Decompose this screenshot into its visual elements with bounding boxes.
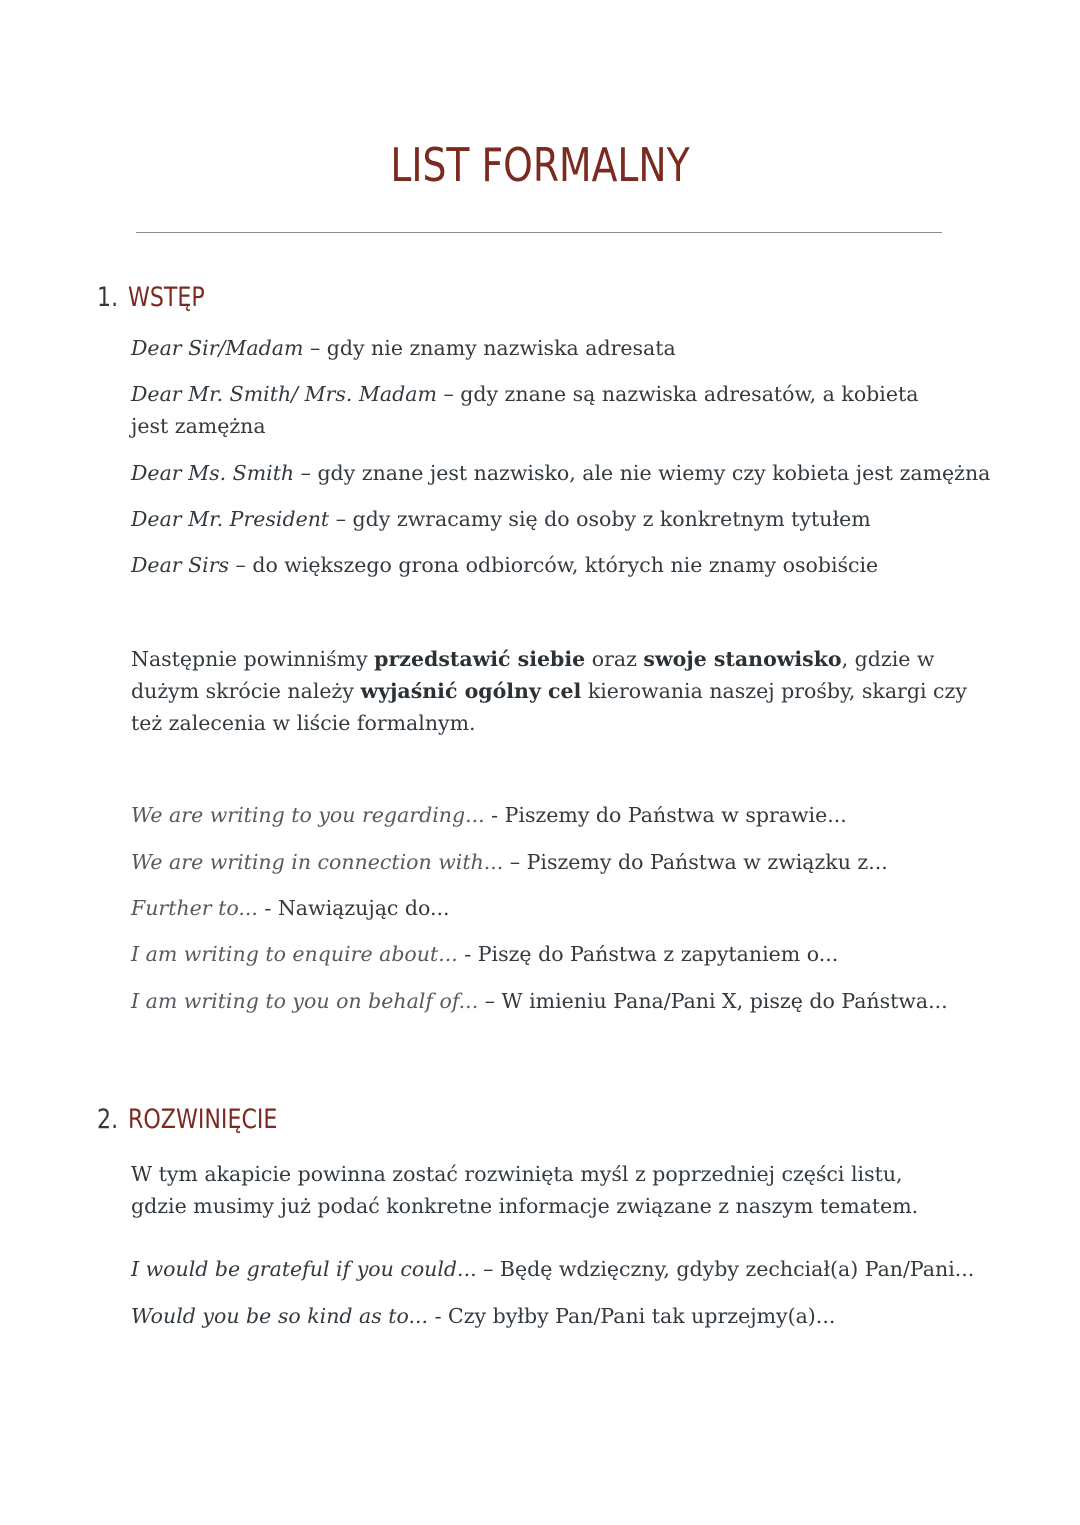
section-title: WSTĘP bbox=[127, 282, 205, 313]
phrase-item bbox=[131, 985, 948, 1017]
phrase-item bbox=[131, 892, 450, 924]
polish-translation: Nawiązując do... bbox=[277, 896, 450, 920]
separator: – bbox=[478, 989, 502, 1013]
greeting-description: gdy zwracamy się do osoby z konkretnym tytułem bbox=[352, 507, 871, 531]
separator: - bbox=[457, 942, 478, 966]
polish-translation: Piszemy do Państwa w związku z... bbox=[526, 850, 888, 874]
page-title: LIST FORMALNY bbox=[390, 138, 690, 192]
english-phrase: I am writing to you on behalf of... bbox=[131, 989, 479, 1013]
separator: – bbox=[303, 336, 327, 360]
english-phrase: I am writing to enquire about... bbox=[131, 942, 458, 966]
phrase-item bbox=[131, 799, 847, 831]
greeting-phrase: Dear Mr. President bbox=[131, 507, 330, 531]
greeting-item bbox=[131, 549, 878, 581]
greeting-description: gdy znane są nazwiska adresatów, a kobieta jest zamężna bbox=[131, 382, 919, 438]
english-phrase: Would you be so kind as to... bbox=[131, 1304, 429, 1328]
section-heading-wstep bbox=[97, 282, 205, 313]
separator: - bbox=[428, 1304, 449, 1328]
greeting-item bbox=[131, 332, 676, 364]
greeting-description: gdy nie znamy nazwiska adresata bbox=[326, 336, 676, 360]
section-number: 1. bbox=[97, 282, 119, 313]
polish-translation: Będę wdzięczny, gdyby zechciał(a) Pan/Pani... bbox=[499, 1257, 975, 1281]
greeting-phrase: Dear Sirs bbox=[131, 553, 230, 577]
paragraph-text: Następnie powinniśmy bbox=[131, 647, 375, 671]
greeting-description: gdy znane jest nazwisko, ale nie wiemy czy kobieta jest zamężna bbox=[317, 461, 991, 485]
phrase-item bbox=[131, 846, 888, 878]
english-phrase: We are writing in connection with... bbox=[131, 850, 504, 874]
phrase-item bbox=[131, 938, 838, 970]
section-number: 2. bbox=[97, 1104, 119, 1135]
english-phrase: Further to... bbox=[131, 896, 258, 920]
separator: – bbox=[503, 850, 527, 874]
greeting-item bbox=[131, 503, 871, 535]
polish-translation: Piszemy do Państwa w sprawie... bbox=[504, 803, 847, 827]
greeting-phrase: Dear Mr. Smith/ Mrs. Madam bbox=[131, 382, 437, 406]
separator: – bbox=[436, 382, 461, 406]
polish-translation: Piszę do Państwa z zapytaniem o... bbox=[477, 942, 839, 966]
paragraph-emphasis: przedstawić siebie bbox=[374, 647, 586, 671]
polish-translation: Czy byłby Pan/Pani tak uprzejmy(a)... bbox=[448, 1304, 836, 1328]
separator: – bbox=[476, 1257, 500, 1281]
separator: – bbox=[294, 461, 318, 485]
separator: - bbox=[257, 896, 278, 920]
paragraph-emphasis: wyjaśnić ogólny cel bbox=[360, 679, 582, 703]
greeting-description: do większego grona odbiorców, których nie znamy osobiście bbox=[252, 553, 879, 577]
intro-paragraph bbox=[131, 643, 996, 739]
paragraph-text: kierowania naszej prośby, skargi czy też zalecenia w liście formalnym. bbox=[131, 679, 967, 735]
separator: – bbox=[329, 507, 353, 531]
section-heading-rozwiniecie bbox=[97, 1104, 277, 1135]
greeting-phrase: Dear Ms. Smith bbox=[131, 461, 295, 485]
separator: – bbox=[229, 553, 253, 577]
paragraph-text: oraz bbox=[585, 647, 644, 671]
greeting-item bbox=[131, 457, 990, 489]
greeting-item bbox=[131, 378, 951, 442]
english-phrase: I would be grateful if you could... bbox=[131, 1257, 477, 1281]
polish-translation: W imieniu Pana/Pani X, piszę do Państwa... bbox=[501, 989, 948, 1013]
phrase-item bbox=[131, 1300, 835, 1332]
paragraph-emphasis: swoje stanowisko bbox=[643, 647, 842, 671]
title-divider bbox=[136, 232, 942, 233]
greeting-phrase: Dear Sir/Madam bbox=[131, 336, 304, 360]
separator: - bbox=[484, 803, 505, 827]
body-paragraph: W tym akapicie powinna zostać rozwinięta myśl z poprzedniej części listu, gdzie musimy już podać konkretne informacje związane z naszym tematem. bbox=[131, 1162, 919, 1218]
phrase-item bbox=[131, 1253, 974, 1285]
section-title: ROZWINIĘCIE bbox=[127, 1104, 278, 1135]
paragraph-text: , gdzie w dużym skrócie należy bbox=[131, 647, 935, 703]
english-phrase: We are writing to you regarding... bbox=[131, 803, 485, 827]
